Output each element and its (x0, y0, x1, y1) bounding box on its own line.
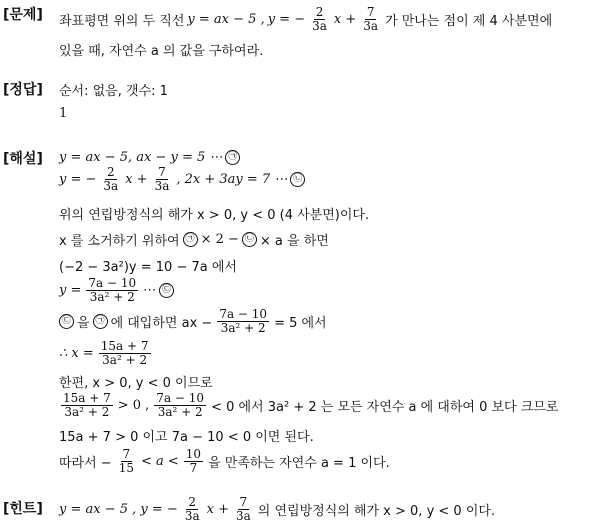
solution-line-8 (59, 340, 153, 367)
solution-eq-1: y = ax − 5, ax − y = 5 ⋯ (59, 150, 223, 165)
solution-text-4c: × a 을 하면 (259, 234, 329, 249)
solution-line-4 (59, 230, 329, 249)
hint-text: 의 연립방정식의 해가 x > 0, y < 0 이다. (257, 504, 496, 519)
solution-eq-8: ∴ x = (59, 346, 94, 361)
solution-text-12b: < a < (140, 454, 179, 469)
solution-eq-6a: y = (59, 283, 82, 298)
solution-eq-2a: y = − (59, 172, 97, 187)
solution-eq-6b: ⋯ (143, 283, 157, 298)
answer-label: [정답] (3, 82, 43, 98)
marker-2-ref: ㉡ (242, 232, 257, 247)
solution-fraction-2a: $\frac{2}{3a}$ (103, 165, 119, 193)
answer-line-1: 순서: 없음, 갯수: 1 (59, 84, 168, 99)
solution-eq-2c: , 2x + 3ay = 7 ⋯ (176, 172, 288, 187)
solution-text-12a: 따라서 − (59, 456, 112, 471)
solution-line-6 (59, 277, 174, 304)
solution-fraction-6: $\frac{7a - 10}{\text{3a² + 2}}$ (88, 276, 137, 304)
solution-fraction-12a: $\frac{7}{15}$ (118, 447, 134, 475)
solution-fraction-2b: $\frac{7}{3a}$ (154, 165, 170, 193)
solution-fraction-10a: 15a + 7 3a² + 2 (63, 391, 111, 419)
solution-fraction-12b: 10 7 (185, 447, 202, 475)
problem-text-1: 좌표평면 위의 두 직선 (59, 14, 185, 29)
solution-eq-2b: x + (125, 172, 148, 187)
answer-value: 1 (59, 106, 68, 121)
problem-line-2: 있을 때, 자연수 a 의 값을 구하여라. (59, 44, 264, 59)
solution-fraction-7: $\frac{7a - 10}{\text{3a² + 2}}$ (219, 307, 268, 335)
hint-eq-b: x + (206, 502, 229, 517)
solution-line-11: 15a + 7 > 0 이고 7a − 10 < 0 이면 된다. (59, 430, 314, 445)
solution-line-7 (59, 308, 327, 335)
solution-line-5: (−2 − 3a²)y = 10 − 7a 에서 (59, 260, 237, 275)
problem-eq-2-mid: x + (333, 12, 357, 27)
marker-3-ref: ㉢ (59, 314, 74, 329)
hint-line (59, 496, 495, 523)
problem-label: [문제] (3, 7, 43, 23)
solution-text-4b: × 2 − (200, 232, 239, 247)
marker-2: ㉡ (290, 172, 305, 187)
solution-line-2 (59, 166, 305, 193)
solution-text-7a: 을 (77, 316, 90, 331)
solution-line-3: 위의 연립방정식의 해가 x > 0, y < 0 (4 사분면)이다. (59, 208, 370, 223)
problem-eq-2-left: y = − (267, 12, 306, 27)
marker-1: ㉠ (225, 150, 240, 165)
solution-line-10 (59, 392, 558, 419)
solution-fraction-8: $\frac{15a + 7}{\text{3a² + 2}}$ (100, 339, 149, 367)
solution-text-10a: > 0 , (117, 398, 150, 413)
hint-fraction-1: $\frac{2}{3a}$ (184, 495, 200, 523)
solution-line-1 (59, 150, 240, 165)
solution-text-12c: 을 만족하는 자연수 a = 1 이다. (208, 456, 390, 471)
solution-line-12 (59, 448, 390, 475)
solution-line-9: 한편, x > 0, y < 0 이므로 (59, 376, 213, 391)
problem-fraction-1: $\frac{2}{3a}$ (312, 5, 327, 33)
solution-label: [해설] (3, 151, 43, 167)
hint-label: [힌트] (3, 501, 43, 517)
marker-3: ㉢ (159, 283, 174, 298)
solution-text-7c: = 5 에서 (274, 316, 327, 331)
hint-fraction-2: $\frac{7}{3a}$ (235, 495, 251, 523)
marker-1-ref-2: ㉠ (93, 314, 108, 329)
hint-eq-a: y = ax − 5 , y = − (59, 502, 178, 517)
solution-text-7b: 에 대입하면 ax − (110, 316, 213, 331)
solution-fraction-10b: 7a − 10 3a² + 2 (156, 391, 205, 419)
solution-text-4a: x 를 소거하기 위하여 (59, 234, 180, 249)
marker-1-ref: ㉠ (183, 232, 198, 247)
problem-text-2: 가 만나는 점이 제 4 사분면에 (385, 14, 553, 29)
problem-line-1 (59, 6, 552, 33)
solution-text-10b: < 0 에서 3a² + 2 는 모든 자연수 a 에 대하여 0 보다 크므로 (211, 400, 559, 415)
problem-fraction-2: $\frac{7}{3a}$ (363, 5, 379, 33)
problem-eq-1: y = ax − 5 , (187, 12, 265, 27)
